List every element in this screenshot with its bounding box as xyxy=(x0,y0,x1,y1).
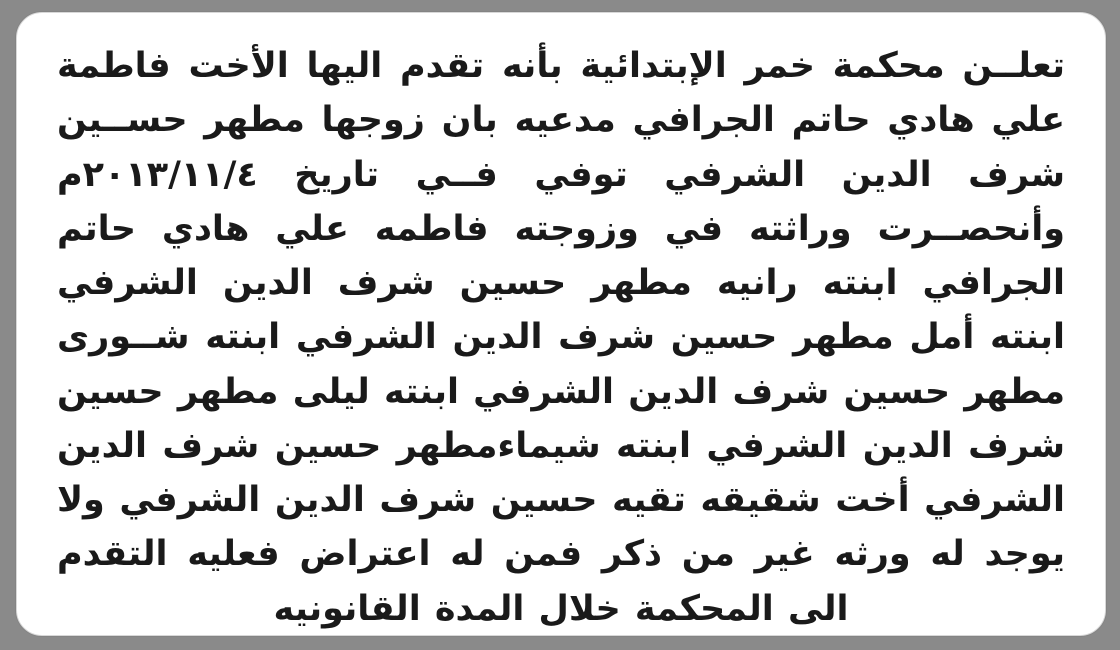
notice-body-text: تعلــن محكمة خمر الإبتدائية بأنه تقدم اليها الأخت فاطمة علي هادي حاتم الجرافي مدعيه بان زوجها مطهر حســين شرف الدين الشرفي توفي فــي تاريخ ٢٠١٣/١١/٤م وأنحصــرت وراثته في وزوجته فاطمه علي هادي حاتم الجرافي ابنته رانيه مطهر حسين شرف الدين الشرفي ابنته أمل مطهر حسين شرف الدين الشرفي ابنته شــورى مطهر حسين شرف الدين الشرفي ابنته ليلى مطهر حسين شرف الدين الشرفي ابنته شيماءمطهر حسين شرف الدين الشرفي أخت شقيقه تقيه حسين شرف الدين الشرفي ولا يوجد له ورثه غير من ذكر فمن له اعتراض فعليه التقدم الى المحكمة خلال المدة القانونيه xyxy=(42,46,1065,629)
notice-card xyxy=(16,12,1106,636)
